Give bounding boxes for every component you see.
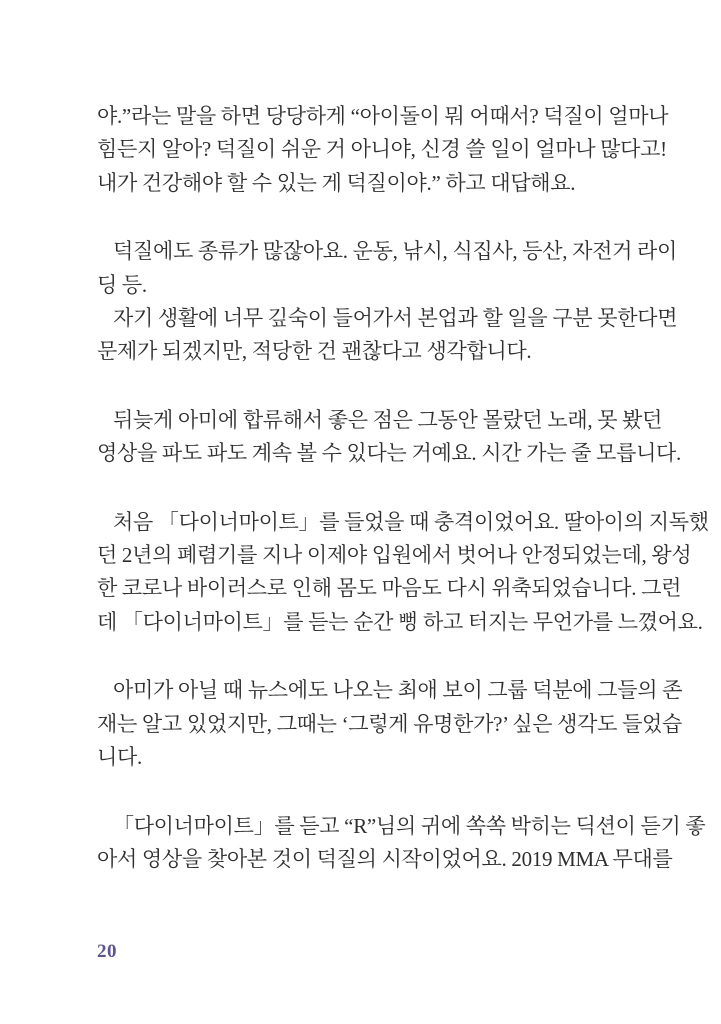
text-line: 아미가 아닐 때 뉴스에도 나오는 최애 보이 그룹 덕분에 그들의 존 <box>113 678 683 703</box>
paragraph <box>97 100 669 200</box>
text-line: 「다이너마이트」를 듣고 “R”님의 귀에 쏙쏙 박히는 딕션이 듣기 좋 <box>113 813 706 838</box>
text-line: 아서 영상을 찾아본 것이 덕질의 시작이었어요. 2019 MMA 무대를 <box>97 846 673 871</box>
text-line: 문제가 되겠지만, 적당한 건 괜찮다고 생각합니다. <box>97 339 532 364</box>
text-line: 처음 「다이너마이트」를 들었을 때 충격이었어요. 딸아이의 지독했 <box>113 509 709 534</box>
paragraph <box>97 302 678 369</box>
text-line: 힘든지 알아? 덕질이 쉬운 거 아니야, 신경 쓸 일이 얼마나 많다고! <box>97 137 667 162</box>
text-line: 던 2년의 폐렴기를 지나 이제야 입원에서 벗어나 안정되었는데, 왕성 <box>97 543 692 568</box>
paragraph <box>97 674 683 774</box>
text-line: 재는 알고 있었지만, 그때는 ‘그렇게 유명한가?’ 싶은 생각도 들었습 <box>97 711 683 736</box>
paragraph <box>97 404 681 471</box>
text-line: 데 「다이너마이트」를 듣는 순간 뻥 하고 터지는 무언가를 느꼈어요. <box>97 609 703 634</box>
paragraph <box>97 235 677 302</box>
body-text <box>97 100 709 876</box>
text-line: 뒤늦게 아미에 합류해서 좋은 점은 그동안 몰랐던 노래, 못 봤던 <box>113 407 663 432</box>
text-line: 영상을 파도 파도 계속 볼 수 있다는 거예요. 시간 가는 줄 모릅니다. <box>97 441 681 466</box>
text-line: 야.”라는 말을 하면 당당하게 “아이돌이 뭐 어때서? 덕질이 얼마나 <box>97 104 669 128</box>
text-line: 한 코로나 바이러스로 인해 몸도 마음도 다시 위축되었습니다. 그런 <box>97 576 682 601</box>
text-line: 덕질에도 종류가 많잖아요. 운동, 낚시, 식집사, 등산, 자전거 라이 <box>113 239 677 264</box>
page-number: 20 <box>97 941 117 962</box>
paragraph <box>97 810 706 877</box>
text-line: 딩 등. <box>97 272 147 297</box>
text-line: 니다. <box>97 745 142 770</box>
text-line: 내가 건강해야 할 수 있는 게 덕질이야.” 하고 대답해요. <box>97 170 576 195</box>
paragraph <box>97 506 709 640</box>
text-line: 자기 생활에 너무 깊숙이 들어가서 본업과 할 일을 구분 못한다면 <box>113 306 678 331</box>
